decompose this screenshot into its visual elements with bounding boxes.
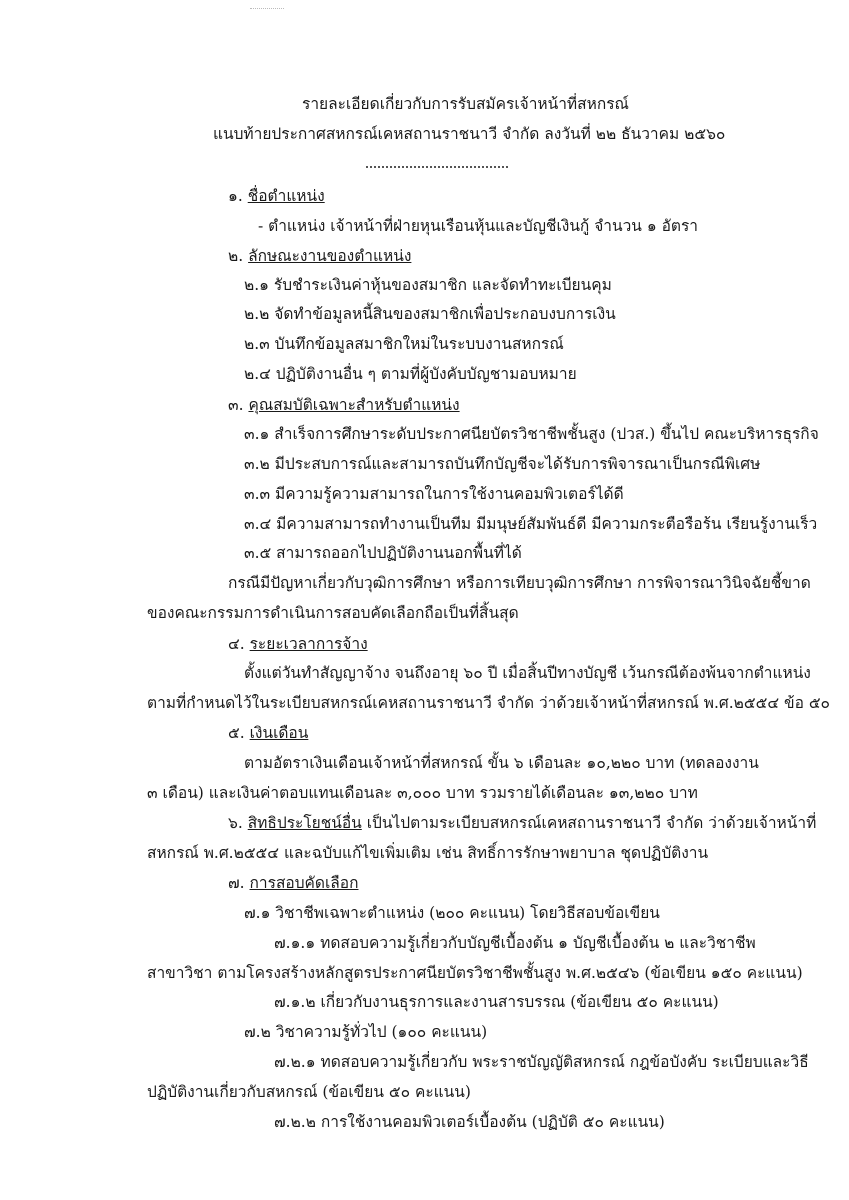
section-7-heading — [228, 873, 358, 893]
paragraph-line: กรณีมีปัญหาเกี่ยวกับวุฒิการศึกษา หรือการเทียบวุฒิการศึกษา การพิจารณาวินิจฉัยชี้ขาด — [228, 574, 811, 592]
list-item: ๗.๑ วิชาชีพเฉพาะตำแหน่ง (๒๐๐ คะแนน) โดยวิธีสอบข้อเขียน — [244, 904, 660, 922]
section-number: ๖. — [228, 814, 243, 832]
list-item: ๒.๒ จัดทำข้อมูลหนี้สินของสมาชิกเพื่อประกอบงบการเงิน — [244, 305, 616, 323]
section-title: เงินเดือน — [249, 724, 309, 742]
list-item: ๒.๓ บันทึกข้อมูลสมาชิกใหม่ในระบบงานสหกรณ์ — [244, 335, 564, 353]
list-item: ๒.๔ ปฏิบัติงานอื่น ๆ ตามที่ผู้บังคับบัญชามอบหมาย — [244, 365, 577, 383]
section-number: ๑. — [228, 187, 243, 205]
list-item: ๒.๑ รับชำระเงินค่าหุ้นของสมาชิก และจัดทำทะเบียนคุม — [244, 276, 612, 294]
paragraph-line: ตั้งแต่วันทำสัญญาจ้าง จนถึงอายุ ๖๐ ปี เมื่อสิ้นปีทางบัญชี เว้นกรณีต้องพ้นจากตำแหน่ง — [244, 664, 811, 682]
paragraph-line: สหกรณ์ พ.ศ.๒๕๕๔ และฉบับแก้ไขเพิ่มเติม เช่น สิทธิ์การรักษาพยาบาล ชุดปฏิบัติงาน — [147, 844, 709, 862]
list-item: ๗.๑.๑ ทดสอบความรู้เกี่ยวกับบัญชีเบื้องต้น ๑ บัญชีเบื้องต้น ๒ และวิชาชีพ — [274, 934, 756, 952]
paragraph-line: ของคณะกรรมการดำเนินการสอบคัดเลือกถือเป็นที่สิ้นสุด — [147, 604, 519, 622]
position-line: - ตำแหน่ง เจ้าหน้าที่ฝ่ายหุนเรือนหุ้นและบัญชีเงินกู้ จำนวน ๑ อัตรา — [258, 217, 699, 235]
paragraph-line: ตามอัตราเงินเดือนเจ้าหน้าที่สหกรณ์ ขั้น ๖ เดือนละ ๑๐,๒๒๐ บาท (ทดลองงาน — [244, 754, 759, 772]
list-item: ๗.๒.๒ การใช้งานคอมพิวเตอร์เบื้องต้น (ปฏิบัติ ๕๐ คะแนน) — [274, 1113, 665, 1131]
section-title: สิทธิประโยชน์อื่น — [247, 814, 362, 832]
section-2-heading — [228, 246, 411, 266]
list-item: ๗.๒.๑ ทดสอบความรู้เกี่ยวกับ พระราชบัญญัติสหกรณ์ กฎข้อบังคับ ระเบียบและวิธี — [274, 1053, 809, 1071]
list-item: ๗.๑.๒ เกี่ยวกับงานธุรการและงานสารบรรณ (ข้อเขียน ๕๐ คะแนน) — [274, 993, 719, 1011]
section-title: ชื่อตำแหน่ง — [247, 187, 325, 205]
section-title: คุณสมบัติเฉพาะสำหรับตำแหน่ง — [248, 396, 460, 414]
paragraph-line: ปฏิบัติงานเกี่ยวกับสหกรณ์ (ข้อเขียน ๕๐ คะแนน) — [147, 1083, 471, 1101]
section-title: การสอบคัดเลือก — [249, 874, 359, 892]
list-item: ๗.๒ วิชาความรู้ทั่วไป (๑๐๐ คะแนน) — [244, 1023, 488, 1041]
section-number: ๕. — [228, 724, 245, 742]
document-subtitle: แนบท้ายประกาศสหกรณ์เคหสถานราชนาวี จำกัด ลงวันที่ ๒๒ ธันวาคม ๒๕๖๐ — [213, 125, 726, 143]
list-item: ๓.๓ มีความรู้ความสามารถในการใช้งานคอมพิวเตอร์ได้ดี — [244, 485, 624, 503]
section-number: ๗. — [228, 874, 245, 892]
list-item: ๓.๑ สำเร็จการศึกษาระดับประกาศนียบัตรวิชาชีพชั้นสูง (ปวส.) ขึ้นไป คณะบริหารธุรกิจ — [244, 425, 819, 443]
section-1-heading — [228, 186, 325, 206]
document-title: รายละเอียดเกี่ยวกับการรับสมัครเจ้าหน้าที่สหกรณ์ — [302, 95, 629, 113]
section-5-heading — [228, 723, 308, 743]
separator-dots — [366, 166, 508, 168]
section-number: ๔. — [228, 635, 245, 653]
paragraph-line: ๓ เดือน) และเงินค่าตอบแทนเดือนละ ๓,๐๐๐ บาท รวมรายได้เดือนละ ๑๓,๒๒๐ บาท — [147, 784, 698, 802]
section-6-heading — [228, 813, 816, 833]
paragraph-text: เป็นไปตามระเบียบสหกรณ์เคหสถานราชนาวี จำกัด ว่าด้วยเจ้าหน้าที่ — [366, 814, 817, 832]
section-title: ลักษณะงานของตำแหน่ง — [248, 247, 412, 265]
paragraph-line: สาขาวิชา ตามโครงสร้างหลักสูตรประกาศนียบัตรวิชาชีพชั้นสูง พ.ศ.๒๕๔๖ (ข้อเขียน ๑๕๐ คะแนน) — [147, 964, 803, 982]
paragraph-line: ตามที่กำหนดไว้ในระเบียบสหกรณ์เคหสถานราชนาวี จำกัด ว่าด้วยเจ้าหน้าที่สหกรณ์ พ.ศ.๒๕๕๔ ข้อ ๕๐ — [147, 694, 831, 712]
section-4-heading — [228, 634, 368, 654]
section-3-heading — [228, 395, 460, 415]
section-title: ระยะเวลาการจ้าง — [249, 635, 368, 653]
list-item: ๓.๒ มีประสบการณ์และสามารถบันทึกบัญชีจะได้รับการพิจารณาเป็นกรณีพิเศษ — [244, 455, 761, 473]
list-item: ๓.๕ สามารถออกไปปฏิบัติงานนอกพื้นที่ได้ — [244, 544, 522, 562]
section-number: ๓. — [228, 396, 244, 414]
scan-artifact — [250, 8, 284, 9]
section-number: ๒. — [228, 247, 244, 265]
list-item: ๓.๔ มีความสามารถทำงานเป็นทีม มีมนุษย์สัมพันธ์ดี มีความกระตือรือร้น เรียนรู้งานเร็ว — [244, 515, 818, 533]
